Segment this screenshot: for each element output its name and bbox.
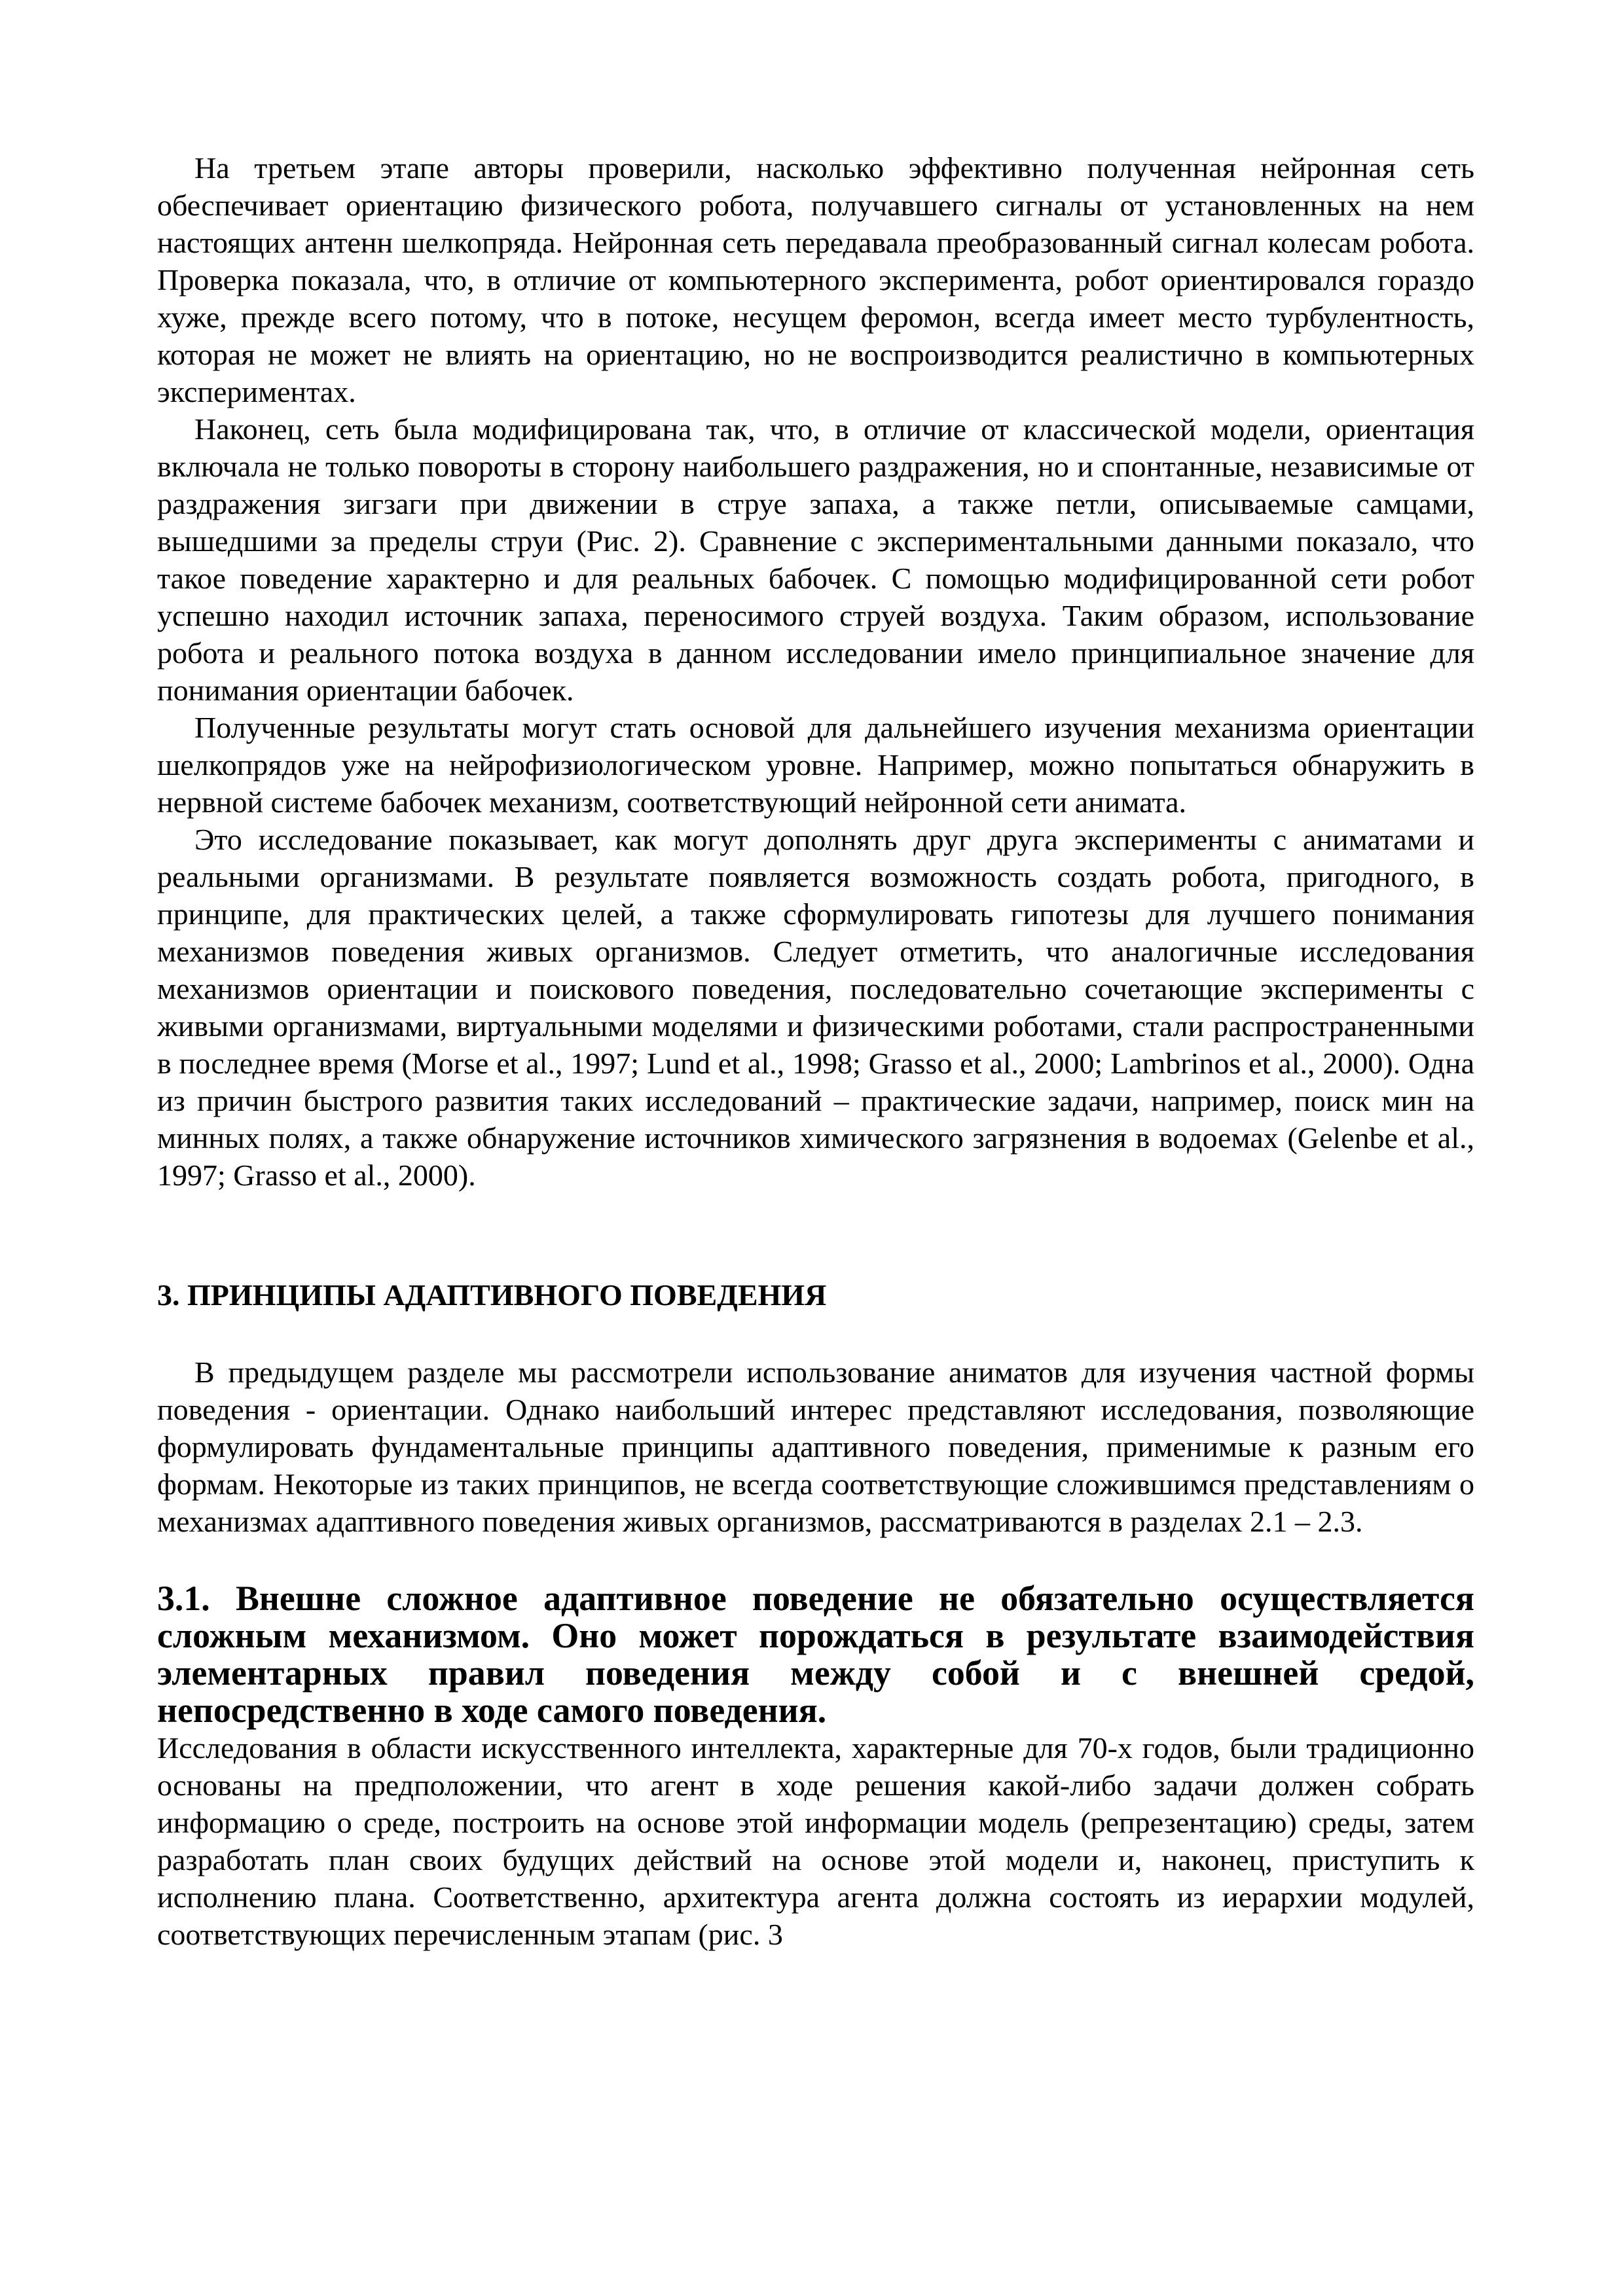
section-lead-paragraph: В предыдущем разделе мы рассмотрели использование аниматов для изучения частной формы поведения - ориентации. Однако наибольший интерес представляют исследования, позволяющие формулировать фундаментальные принципы адаптивного поведения, применимые к разным его формам. Некоторые из таких принципов, не всегда соответствующие сложившимся представлениям о механизмах адаптивного поведения живых организмов, рассматриваются в разделах 2.1 – 2.3. [157, 1355, 1474, 1538]
document-page [157, 149, 1474, 1953]
section-title: 3. ПРИНЦИПЫ АДАПТИВНОГО ПОВЕДЕНИЯ [157, 1278, 827, 1312]
paragraph-network-modification: Наконец, сеть была модифицирована так, что, в отличие от классической модели, ориентация включала не только повороты в сторону наибольшего раздражения, но и спонтанные, независимые от раздражения зигзаги при движении в струе запаха, а также петли, описываемые самцами, вышедшими за пределы струи (Рис. 2). Сравнение с экспериментальными данными показало, что такое поведение характерно и для реальных бабочек. С помощью модифицированной сети робот успешно находил источник запаха, переносимого струей воздуха. Таким образом, использование робота и реального потока воздуха в данном исследовании имело принципиальное значение для понимания ориентации бабочек. [157, 412, 1474, 707]
paragraph-robot-test: На третьем этапе авторы проверили, насколько эффективно полученная нейронная сеть обеспечивает ориентацию физического робота, получавшего сигналы от установленных на нем настоящих антенн шелкопряда. Нейронная сеть передавала преобразованный сигнал колесам робота. Проверка показала, что, в отличие от компьютерного эксперимента, робот ориентировался гораздо хуже, прежде всего потому, что в потоке, несущем феромон, всегда имеет место турбулентность, которая не может не влиять на ориентацию, но не воспроизводится реалистично в компьютерных экспериментах. [157, 151, 1474, 408]
paragraph-results: Полученные результаты могут стать основой для дальнейшего изучения механизма ориентации шелкопрядов уже на нейрофизиологическом уровне. Например, можно попытаться обнаружить в нервной системе бабочек механизм, соответствующий нейронной сети анимата. [157, 711, 1474, 819]
paragraph-animats-and-organisms: Это исследование показывает, как могут дополнять друг друга эксперименты с аниматами и реальными организмами. В результате появляется возможность создать робота, пригодного, в принципе, для практических целей, а также сформулировать гипотезы для лучшего понимания механизмов поведения живых организмов. Следует отметить, что аналогичные исследования механизмов ориентации и поискового поведения, последовательно сочетающие эксперименты с живыми организмами, виртуальными моделями и физическими роботами, стали распространенными в последнее время (Morse et al., 1997; Lund et al., 1998; Grasso et al., 2000; Lambrinos et al., 2000). Одна из причин быстрого развития таких исследований – практические задачи, например, поиск мин на минных полях, а также обнаружение источников химического загрязнения в водоемах (Gelenbe et al., 1997; Grasso et al., 2000). [157, 823, 1474, 1192]
subsection-title: 3.1. Внешне сложное адаптивное поведение не обязательно осуществляется сложным механизмом. Оно может порождаться в результате взаимодействия элементарных правил поведения между собой и с внешней средой, непосредственно в ходе самого поведения. [157, 1579, 1474, 1730]
subsection-body-paragraph: Исследования в области искусственного интеллекта, характерные для 70-х годов, были традиционно основаны на предположении, что агент в ходе решения какой-либо задачи должен собрать информацию о среде, построить на основе этой информации модель (репрезентацию) среды, затем разработать план своих будущих действий на основе этой модели и, наконец, приступить к исполнению плана. Соответственно, архитектура агента должна состоять из иерархии модулей, соответствующих перечисленным этапам (рис. 3 [157, 1731, 1474, 1951]
